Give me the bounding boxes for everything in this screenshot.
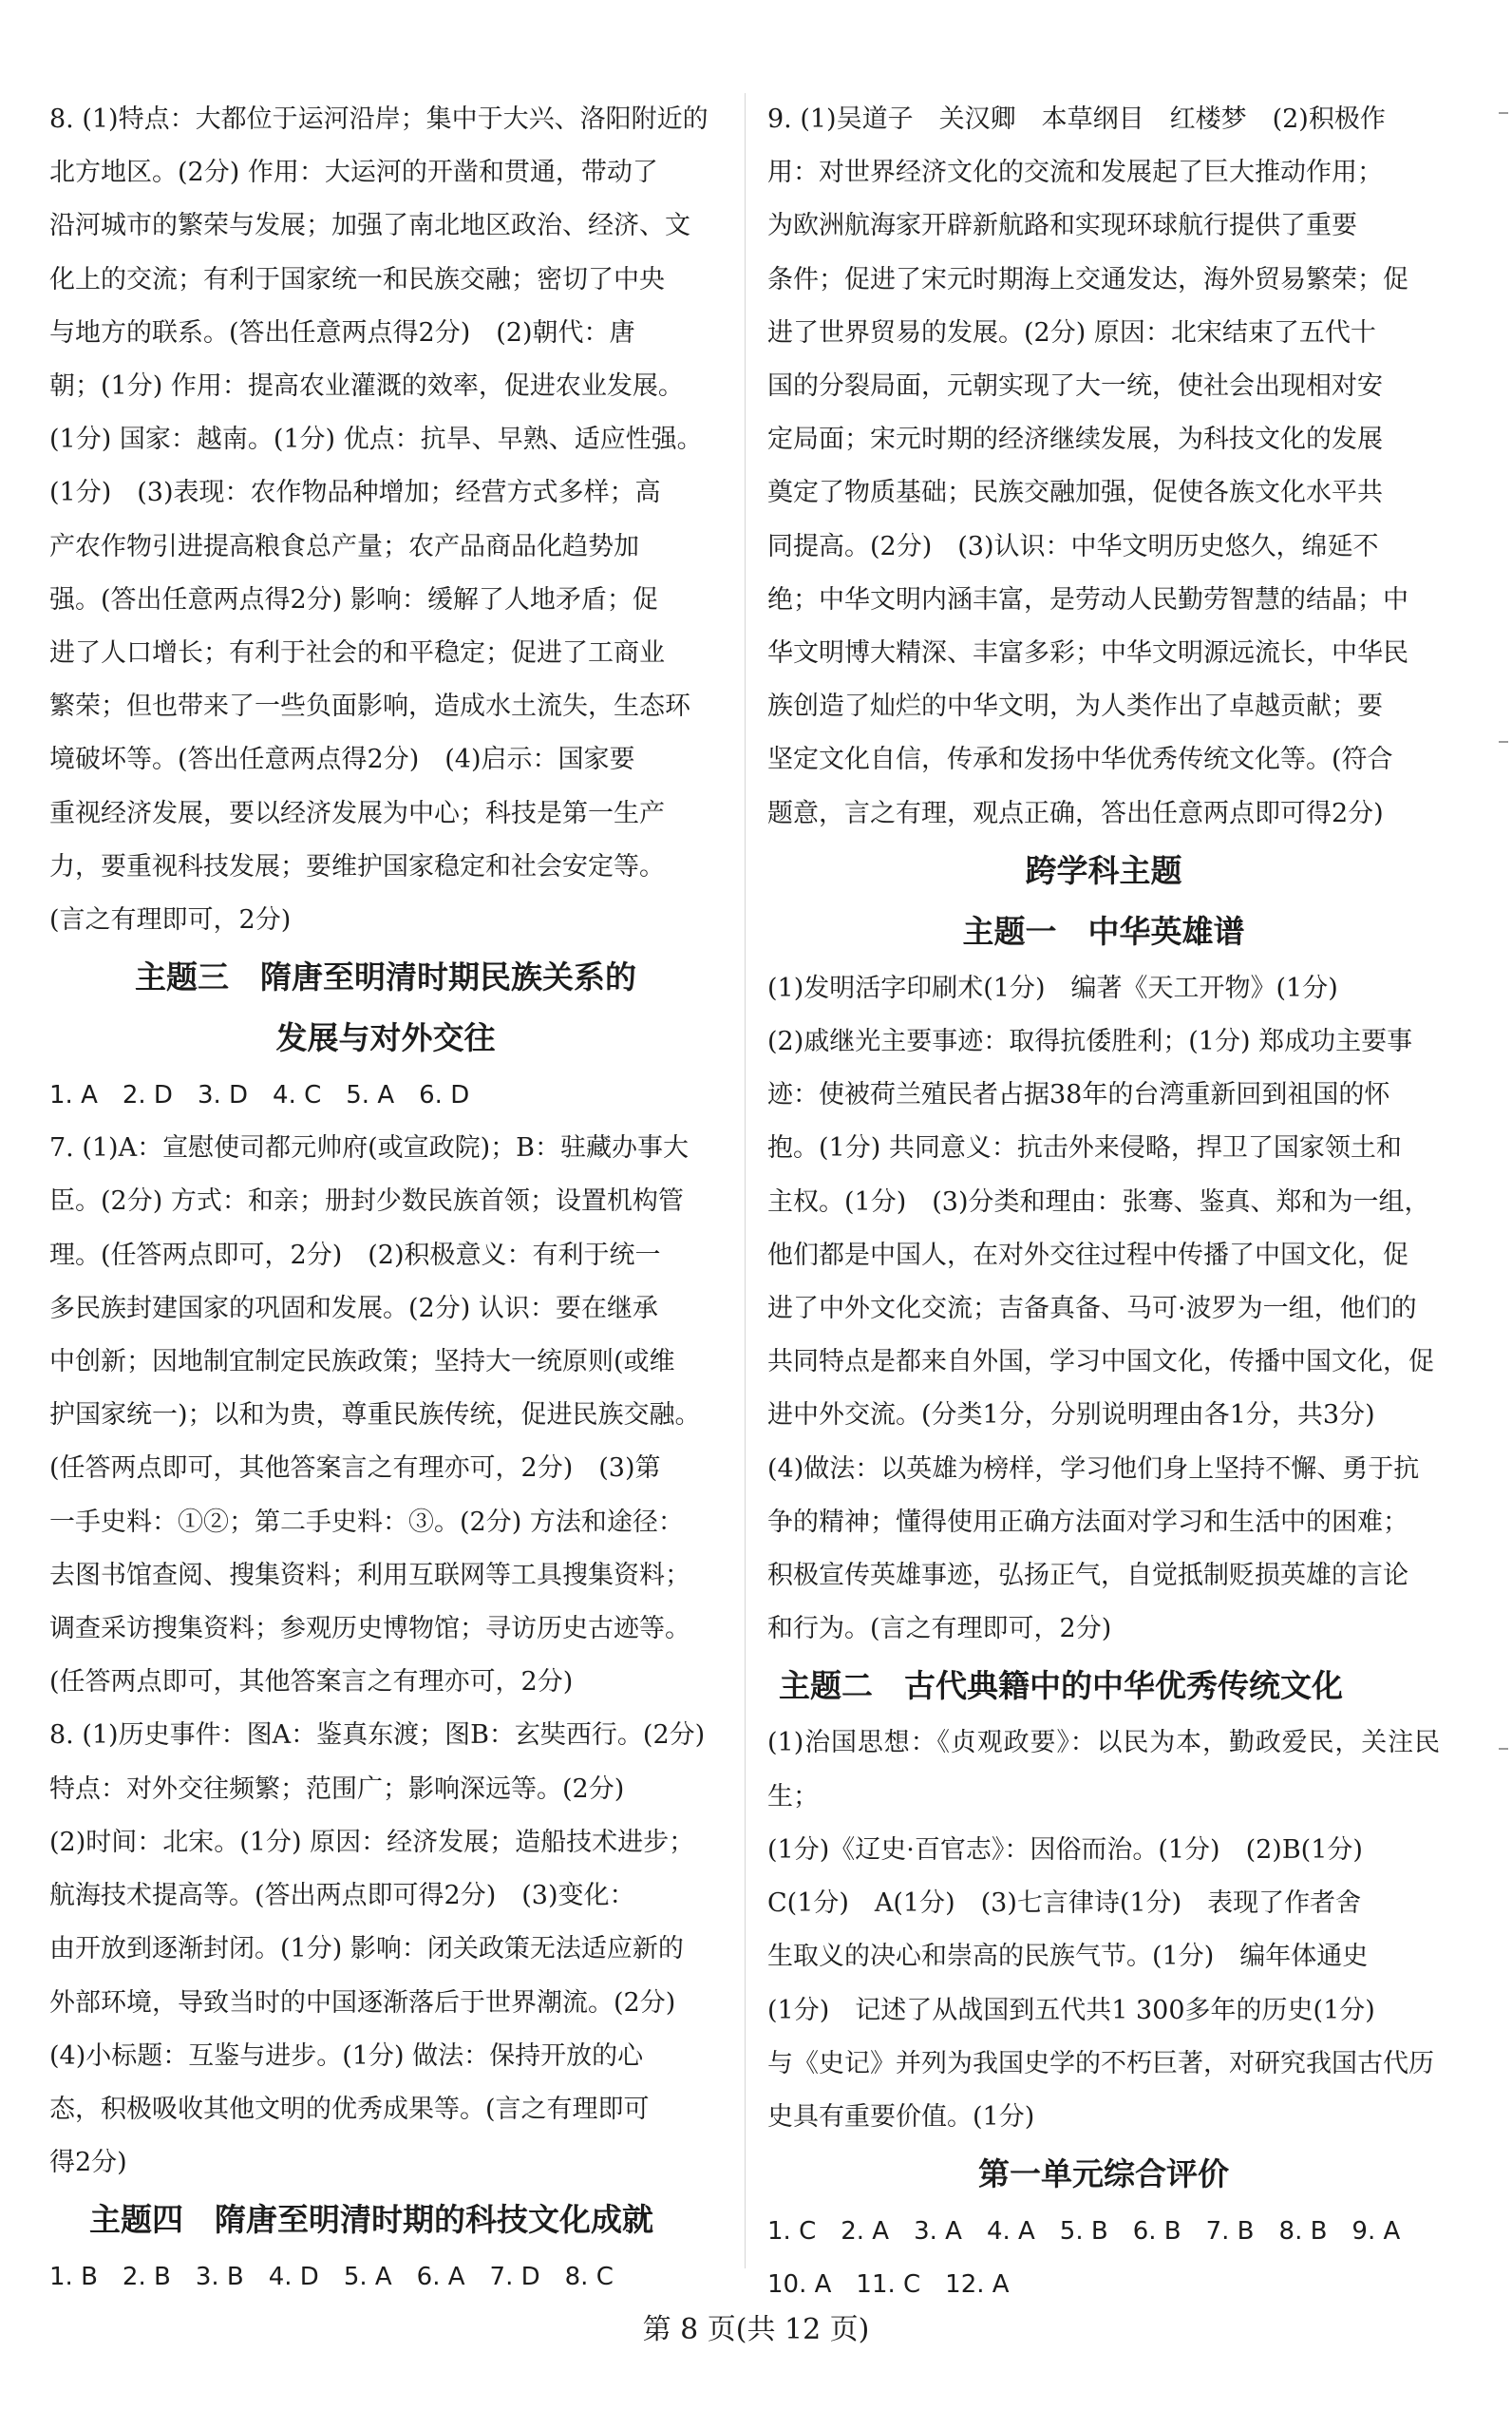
text-line: (4)做法：以英雄为榜样，学习他们身上坚持不懈、勇于抗	[767, 1453, 1420, 1484]
left-column	[49, 93, 722, 2304]
text-line: 条件；促进了宋元时期海上交通发达，海外贸易繁荣；促	[767, 264, 1408, 294]
column-divider	[745, 93, 746, 2268]
text-line: 国的分裂局面，元朝实现了大一统，使社会出现相对安	[767, 371, 1383, 402]
text-line: 生取义的决心和崇高的民族气节。(1分) 编年体通史	[767, 1942, 1369, 1972]
text-line: 化上的交流；有利于国家统一和民族交融；密切了中央	[49, 264, 665, 294]
binding-margin-mark	[1499, 1748, 1508, 1763]
text-line: C(1分) A(1分) (3)七言律诗(1分) 表现了作者舍	[767, 1888, 1362, 1919]
text-line: 迹：使被荷兰殖民者占据38年的台湾重新回到祖国的怀	[767, 1080, 1390, 1110]
theme4-multiple-choice: 1. B 2. B 3. B 4. D 5. A 6. A 7. D 8. C	[49, 2263, 614, 2292]
hero-theme-title: 主题一 中华英雄谱	[962, 912, 1245, 950]
text-line: (4)小标题：互鉴与进步。(1分) 做法：保持开放的心	[49, 2040, 644, 2071]
text-line: 境破坏等。(答出任意两点得2分) (4)启示：国家要	[49, 745, 635, 775]
text-line: 抱。(1分) 共同意义：抗击外来侵略，捍卫了国家领土和	[767, 1133, 1402, 1164]
text-line: (言之有理即可，2分)	[49, 905, 292, 936]
text-line: 得2分)	[49, 2148, 127, 2178]
text-line: 争的精神；懂得使用正确方法面对学习和生活中的困难；	[767, 1507, 1408, 1537]
text-line: 8. (1)特点：大都位于运河沿岸；集中于大兴、洛阳附近的	[49, 104, 709, 134]
text-line: 与《史记》并列为我国史学的不朽巨著，对研究我国古代历	[767, 2048, 1434, 2078]
text-line: (任答两点即可，其他答案言之有理亦可，2分) (3)第	[49, 1453, 661, 1484]
text-line: 主权。(1分) (3)分类和理由：张骞、鉴真、郑和为一组，	[767, 1186, 1430, 1217]
text-line: 题意，言之有理，观点正确，答出任意两点即可得2分)	[767, 798, 1384, 828]
text-line: (1分) (3)表现：农作物品种增加；经营方式多样；高	[49, 478, 661, 508]
text-line: (2)戚继光主要事迹：取得抗倭胜利；(1分) 郑成功主要事	[767, 1027, 1413, 1057]
binding-margin-mark	[1499, 112, 1508, 127]
text-line: 为欧洲航海家开辟新航路和实现环球航行提供了重要	[767, 211, 1357, 241]
text-line: 坚定文化自信，传承和发扬中华优秀传统文化等。(符合	[767, 745, 1393, 775]
text-line: 臣。(2分) 方式：和亲；册封少数民族首领；设置机构管	[49, 1186, 684, 1217]
text-line: 进了中外文化交流；吉备真备、马可·波罗为一组，他们的	[767, 1294, 1417, 1324]
unit1-multiple-choice-line1: 1. C 2. A 3. A 4. A 5. B 6. B 7. B 8. B 9. A	[767, 2217, 1401, 2247]
text-line: 族创造了灿烂的中华文明，为人类作出了卓越贡献；要	[767, 692, 1383, 722]
text-line: 北方地区。(2分) 作用：大运河的开凿和贯通，带动了	[49, 158, 658, 188]
text-line: (1分) 记述了从战国到五代共1 300多年的历史(1分)	[767, 1995, 1375, 2025]
text-line: 积极宣传英雄事迹，弘扬正气，自觉抵制贬损英雄的言论	[767, 1561, 1408, 1591]
text-line: 繁荣；但也带来了一些负面影响，造成水土流失，生态环	[49, 692, 690, 722]
answer-q9-culture	[767, 93, 1440, 841]
text-line: 8. (1)历史事件：图A：鉴真东渡；图B：玄奘西行。(2分)	[49, 1720, 706, 1751]
answer-heroes	[767, 962, 1440, 1657]
text-line: 态，积极吸收其他文明的优秀成果等。(言之有理即可	[49, 2094, 650, 2124]
text-line: 同提高。(2分) (3)认识：中华文明历史悠久，绵延不	[767, 531, 1379, 561]
text-line: 进了人口增长；有利于社会的和平稳定；促进了工商业	[49, 638, 665, 669]
answer-q8-economy	[49, 93, 722, 947]
text-line: 沿河城市的繁荣与发展；加强了南北地区政治、经济、文	[49, 211, 690, 241]
text-line: 与地方的联系。(答出任意两点得2分) (2)朝代：唐	[49, 317, 635, 348]
text-line: 奠定了物质基础；民族交融加强，促使各族文化水平共	[767, 478, 1383, 508]
unit1-multiple-choice-line2: 10. A 11. C 12. A	[767, 2270, 1010, 2300]
text-line: 进中外交流。(分类1分，分别说明理由各1分，共3分)	[767, 1400, 1375, 1431]
text-line: 特点：对外交往频繁；范围广；影响深远等。(2分)	[49, 1774, 625, 1804]
text-line: 朝；(1分) 作用：提高农业灌溉的效率，促进农业发展。	[49, 371, 684, 402]
binding-margin-mark	[1499, 741, 1508, 756]
unit1-review-title: 第一单元综合评价	[978, 2155, 1229, 2193]
text-line: 他们都是中国人，在对外交往过程中传播了中国文化，促	[767, 1240, 1408, 1270]
cross-subject-title: 跨学科主题	[1025, 851, 1182, 889]
text-line: 定局面；宋元时期的经济继续发展，为科技文化的发展	[767, 425, 1383, 455]
text-line: 9. (1)吴道子 关汉卿 本草纲目 红楼梦 (2)积极作	[767, 104, 1386, 134]
text-line: 护国家统一)；以和为贵，尊重民族传统，促进民族交融。	[49, 1400, 701, 1431]
theme3-multiple-choice: 1. A 2. D 3. D 4. C 5. A 6. D	[49, 1081, 470, 1110]
text-line: 7. (1)A：宣慰使司都元帅府(或宣政院)；B：驻藏办事大	[49, 1133, 689, 1164]
text-line: 用：对世界经济文化的交流和发展起了巨大推动作用；	[767, 158, 1383, 188]
answer-classics	[767, 1717, 1440, 2144]
text-line: 重视经济发展，要以经济发展为中心；科技是第一生产	[49, 798, 665, 828]
theme4-title: 主题四 隋唐至明清时期的科技文化成就	[89, 2201, 653, 2239]
text-line: 和行为。(言之有理即可，2分)	[767, 1614, 1112, 1644]
text-line: 航海技术提高等。(答出两点即可得2分) (3)变化：	[49, 1881, 635, 1911]
text-line: 绝；中华文明内涵丰富，是劳动人民勤劳智慧的结晶；中	[767, 584, 1408, 615]
answer-q7-ethnic	[49, 1122, 722, 1709]
text-line: 多民族封建国家的巩固和发展。(2分) 认识：要在继承	[49, 1293, 658, 1323]
text-line: (任答两点即可，其他答案言之有理亦可，2分)	[49, 1667, 574, 1698]
text-line: (1)发明活字印刷术(1分) 编著《天工开物》(1分)	[767, 973, 1338, 1003]
text-line: (1分)《辽史·百官志》：因俗而治。(1分) (2)B(1分)	[767, 1834, 1363, 1865]
page-number: 第 8 页(共 12 页)	[642, 2313, 870, 2346]
text-line: 力，要重视科技发展；要维护国家稳定和社会安定等。	[49, 851, 665, 882]
text-line: (1分) 国家：越南。(1分) 优点：抗旱、早熟、适应性强。	[49, 425, 703, 455]
text-line: 史具有重要价值。(1分)	[767, 2101, 1035, 2132]
text-line: 强。(答出任意两点得2分) 影响：缓解了人地矛盾；促	[49, 584, 658, 615]
classics-theme-title: 主题二 古代典籍中的中华优秀传统文化	[779, 1667, 1343, 1705]
text-line: 外部环境，导致当时的中国逐渐落后于世界潮流。(2分)	[49, 1987, 676, 2018]
text-line: 理。(任答两点即可，2分) (2)积极意义：有利于统一	[49, 1240, 661, 1270]
text-line: (2)时间：北宋。(1分) 原因：经济发展；造船技术进步；	[49, 1827, 695, 1857]
text-line: 去图书馆查阅、搜集资料；利用互联网等工具搜集资料；	[49, 1560, 690, 1590]
answer-q8-exchange	[49, 1709, 722, 2190]
text-line: 一手史料：①②；第二手史料：③。(2分) 方法和途径：	[49, 1507, 684, 1537]
theme3-title-line2: 发展与对外交往	[275, 1019, 496, 1057]
right-column	[767, 93, 1440, 2311]
text-line: (1)治国思想：《贞观政要》：以民为本，勤政爱民，关注民生；	[767, 1728, 1440, 1812]
text-line: 华文明博大精深、丰富多彩；中华文明源远流长，中华民	[767, 638, 1408, 669]
text-line: 调查采访搜集资料；参观历史博物馆；寻访历史古迹等。	[49, 1614, 690, 1644]
text-line: 产农作物引进提高粮食总产量；农产品商品化趋势加	[49, 531, 639, 561]
text-line: 共同特点是都来自外国，学习中国文化，传播中国文化，促	[767, 1347, 1434, 1377]
theme3-title-line1: 主题三 隋唐至明清时期民族关系的	[135, 958, 636, 996]
text-line: 由开放到逐渐封闭。(1分) 影响：闭关政策无法适应新的	[49, 1934, 684, 1964]
text-line: 中创新；因地制宜制定民族政策；坚持大一统原则(或维	[49, 1347, 675, 1377]
text-line: 进了世界贸易的发展。(2分) 原因：北宋结束了五代十	[767, 317, 1376, 348]
